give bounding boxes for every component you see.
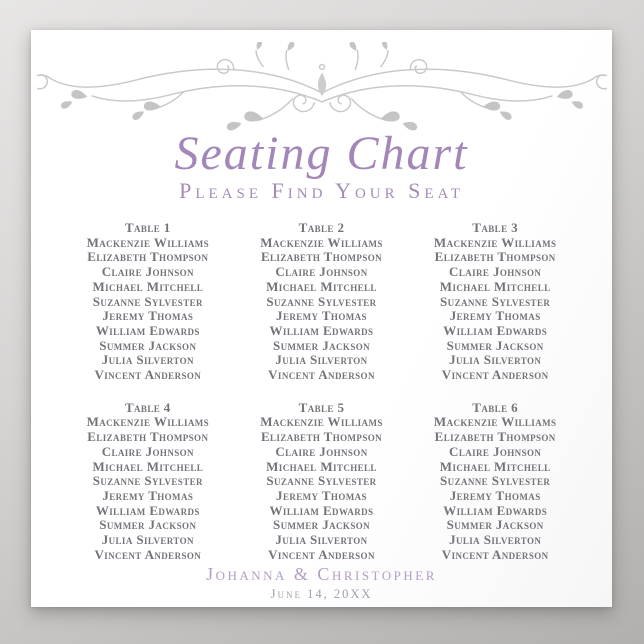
guest-name: Claire Johnson bbox=[101, 264, 194, 280]
guest-name: Michael Mitchell bbox=[439, 458, 551, 474]
guest-name: Summer Jackson bbox=[272, 337, 371, 353]
guest-name: Claire Johnson bbox=[449, 443, 542, 459]
guest-list bbox=[408, 236, 582, 383]
guest-name: William Edwards bbox=[269, 322, 374, 338]
guest-name: Michael Mitchell bbox=[266, 278, 377, 294]
guest-name: Summer Jackson bbox=[272, 517, 371, 533]
guest-name: Julia Silverton bbox=[101, 532, 194, 548]
guest-name: Suzanne Sylvester bbox=[440, 473, 551, 489]
guest-name: Claire Johnson bbox=[101, 443, 194, 459]
guest-name: Mackenzie Williams bbox=[86, 234, 210, 250]
guest-list bbox=[61, 236, 235, 383]
poster-footer bbox=[31, 564, 612, 601]
guest-name: Vincent Anderson bbox=[441, 367, 549, 383]
guest-name: Michael Mitchell bbox=[439, 278, 551, 294]
guest-name: Mackenzie Williams bbox=[86, 414, 210, 430]
guest-name: Michael Mitchell bbox=[266, 458, 377, 474]
guest-name: Summer Jackson bbox=[99, 337, 197, 353]
guest-name: Vincent Anderson bbox=[441, 546, 549, 562]
guest-name: William Edwards bbox=[443, 502, 548, 518]
guest-name: William Edwards bbox=[269, 502, 374, 518]
guest-name: Claire Johnson bbox=[275, 264, 368, 280]
table-label: Table 6 bbox=[472, 399, 519, 415]
guest-name: Elizabeth Thompson bbox=[434, 429, 556, 445]
table-section bbox=[61, 221, 235, 383]
table-label: Table 4 bbox=[124, 399, 171, 415]
guest-name: Jeremy Thomas bbox=[449, 308, 541, 324]
guest-list bbox=[408, 415, 582, 562]
table-section bbox=[235, 401, 409, 563]
guest-name: Elizabeth Thompson bbox=[434, 249, 556, 265]
guest-name: William Edwards bbox=[95, 502, 200, 518]
guest-name: Suzanne Sylvester bbox=[92, 293, 203, 309]
guest-name: William Edwards bbox=[95, 322, 200, 338]
guest-name: Mackenzie Williams bbox=[433, 414, 557, 430]
guest-name: Claire Johnson bbox=[275, 443, 368, 459]
guest-name: Vincent Anderson bbox=[268, 367, 375, 383]
guest-name: Mackenzie Williams bbox=[260, 234, 383, 250]
guest-name: Vincent Anderson bbox=[94, 546, 202, 562]
guest-list bbox=[235, 236, 409, 383]
seating-chart-poster bbox=[31, 30, 612, 607]
guest-name: Jeremy Thomas bbox=[276, 487, 367, 503]
guest-name: Michael Mitchell bbox=[92, 278, 204, 294]
guest-name: Elizabeth Thompson bbox=[260, 249, 383, 265]
guest-name: Claire Johnson bbox=[449, 264, 542, 280]
guest-name: Summer Jackson bbox=[446, 337, 544, 353]
table-label: Table 1 bbox=[124, 220, 171, 235]
table-section bbox=[408, 401, 582, 563]
guest-name: Mackenzie Williams bbox=[433, 234, 557, 250]
guest-name: Julia Silverton bbox=[275, 352, 368, 368]
tables-grid bbox=[61, 221, 582, 562]
guest-name: Julia Silverton bbox=[449, 352, 542, 368]
guest-list bbox=[235, 415, 409, 562]
guest-name: Julia Silverton bbox=[101, 352, 194, 368]
guest-name: Julia Silverton bbox=[449, 532, 542, 548]
table-label: Table 3 bbox=[472, 220, 519, 235]
poster-title: Seating Chart bbox=[174, 127, 469, 180]
guest-name: Elizabeth Thompson bbox=[87, 249, 209, 265]
table-section bbox=[61, 401, 235, 563]
guest-name: Suzanne Sylvester bbox=[266, 473, 377, 489]
guest-name: Jeremy Thomas bbox=[102, 308, 194, 324]
poster-subtitle: Please Find Your Seat bbox=[179, 178, 464, 203]
guest-name: Jeremy Thomas bbox=[102, 487, 194, 503]
guest-list bbox=[61, 415, 235, 562]
guest-name: William Edwards bbox=[443, 322, 548, 338]
guest-name: Jeremy Thomas bbox=[276, 308, 367, 324]
wedding-date: June 14, 20XX bbox=[270, 587, 373, 601]
guest-name: Vincent Anderson bbox=[94, 367, 202, 383]
guest-name: Mackenzie Williams bbox=[260, 414, 383, 430]
guest-name: Summer Jackson bbox=[446, 517, 544, 533]
guest-name: Elizabeth Thompson bbox=[260, 429, 383, 445]
guest-name: Suzanne Sylvester bbox=[440, 293, 551, 309]
table-section bbox=[235, 221, 409, 383]
guest-name: Summer Jackson bbox=[99, 517, 197, 533]
table-section bbox=[408, 221, 582, 383]
guest-name: Michael Mitchell bbox=[92, 458, 204, 474]
guest-name: Elizabeth Thompson bbox=[87, 429, 209, 445]
couple-names: Johanna & Christopher bbox=[206, 564, 437, 584]
guest-name: Vincent Anderson bbox=[268, 546, 375, 562]
guest-name: Julia Silverton bbox=[275, 532, 368, 548]
guest-name: Suzanne Sylvester bbox=[92, 473, 203, 489]
table-label: Table 5 bbox=[298, 399, 345, 415]
guest-name: Suzanne Sylvester bbox=[266, 293, 377, 309]
table-label: Table 2 bbox=[298, 220, 345, 235]
guest-name: Jeremy Thomas bbox=[449, 487, 541, 503]
